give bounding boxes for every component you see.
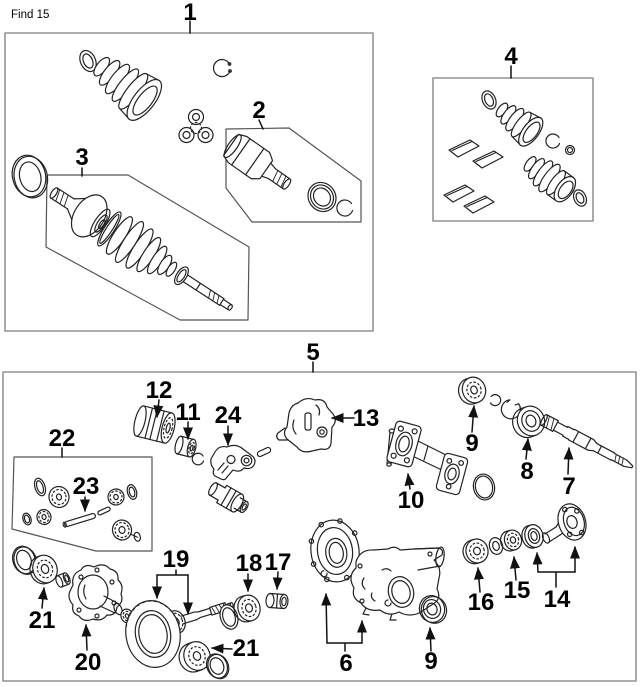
- part-21-bearing-seal-drawing[interactable]: [9, 543, 72, 588]
- boot-kit-drawing[interactable]: [444, 89, 589, 213]
- callout-9a[interactable]: 9: [465, 430, 479, 457]
- callout-8[interactable]: 8: [520, 458, 534, 485]
- snap-ring-small-drawing[interactable]: [491, 395, 501, 406]
- snap-ring-drawing[interactable]: [214, 60, 232, 77]
- callout-13[interactable]: 13: [352, 405, 380, 432]
- part-11-bearing-drawing[interactable]: [173, 435, 203, 464]
- callout-14[interactable]: 14: [543, 586, 571, 613]
- oil-seal-drawing[interactable]: [8, 151, 52, 202]
- callout-10[interactable]: 10: [397, 487, 425, 514]
- part-7-output-shaft-drawing[interactable]: [539, 414, 635, 472]
- callout-11[interactable]: 11: [175, 399, 201, 426]
- callout-3[interactable]: 3: [75, 144, 89, 171]
- part-13-actuator-drawing[interactable]: [277, 399, 336, 452]
- callout-6[interactable]: 6: [339, 650, 353, 677]
- part-8-bearing-drawing[interactable]: [508, 402, 548, 441]
- callout-9b[interactable]: 9: [424, 648, 438, 675]
- callout-16[interactable]: 16: [467, 589, 495, 616]
- callout-19[interactable]: 19: [162, 546, 190, 573]
- callout-5[interactable]: 5: [306, 339, 320, 366]
- tripod-joint-drawing[interactable]: [179, 110, 213, 143]
- callout-7[interactable]: 7: [562, 473, 576, 500]
- part-20-diff-case-drawing[interactable]: [69, 565, 124, 621]
- callout-22[interactable]: 22: [48, 425, 76, 452]
- coupling-sleeve-drawing[interactable]: [205, 479, 251, 517]
- part-24-shift-fork-drawing[interactable]: [211, 445, 255, 479]
- find-instruction: Find 15: [11, 9, 50, 21]
- callout-20[interactable]: 20: [74, 649, 102, 676]
- callout-2[interactable]: 2: [252, 97, 266, 124]
- callout-18[interactable]: 18: [235, 550, 263, 577]
- callout-1[interactable]: 1: [183, 0, 197, 26]
- callout-21a[interactable]: 21: [28, 607, 56, 634]
- callout-15[interactable]: 15: [503, 577, 531, 604]
- callout-23[interactable]: 23: [72, 473, 100, 500]
- part-23-pinion-shaft-drawing[interactable]: [63, 513, 96, 528]
- callout-12[interactable]: 12: [145, 377, 173, 404]
- callout-17[interactable]: 17: [264, 549, 292, 576]
- cv-boot-drawing[interactable]: [83, 44, 168, 125]
- leader-lines: [42, 21, 575, 651]
- callout-21b[interactable]: 21: [232, 635, 260, 662]
- assembly-box-22: [12, 457, 152, 551]
- callout-4[interactable]: 4: [504, 43, 518, 70]
- inner-cv-joint-drawing[interactable]: [220, 130, 353, 217]
- axle-shaft-drawing[interactable]: [39, 172, 245, 329]
- callout-24[interactable]: 24: [214, 402, 242, 429]
- assembly-box-1: [5, 33, 373, 331]
- part-21b-bearing-seal-drawing[interactable]: [175, 638, 232, 682]
- part-12-bearing-drawing[interactable]: [131, 405, 177, 445]
- part-17-spacer-drawing[interactable]: [266, 593, 289, 609]
- fork-pin-drawing[interactable]: [257, 447, 272, 458]
- part-14-flange-seal-drawing[interactable]: [519, 500, 590, 550]
- part-9-bearing-drawing[interactable]: [455, 374, 489, 408]
- part-16-bearing-drawing[interactable]: [460, 537, 490, 567]
